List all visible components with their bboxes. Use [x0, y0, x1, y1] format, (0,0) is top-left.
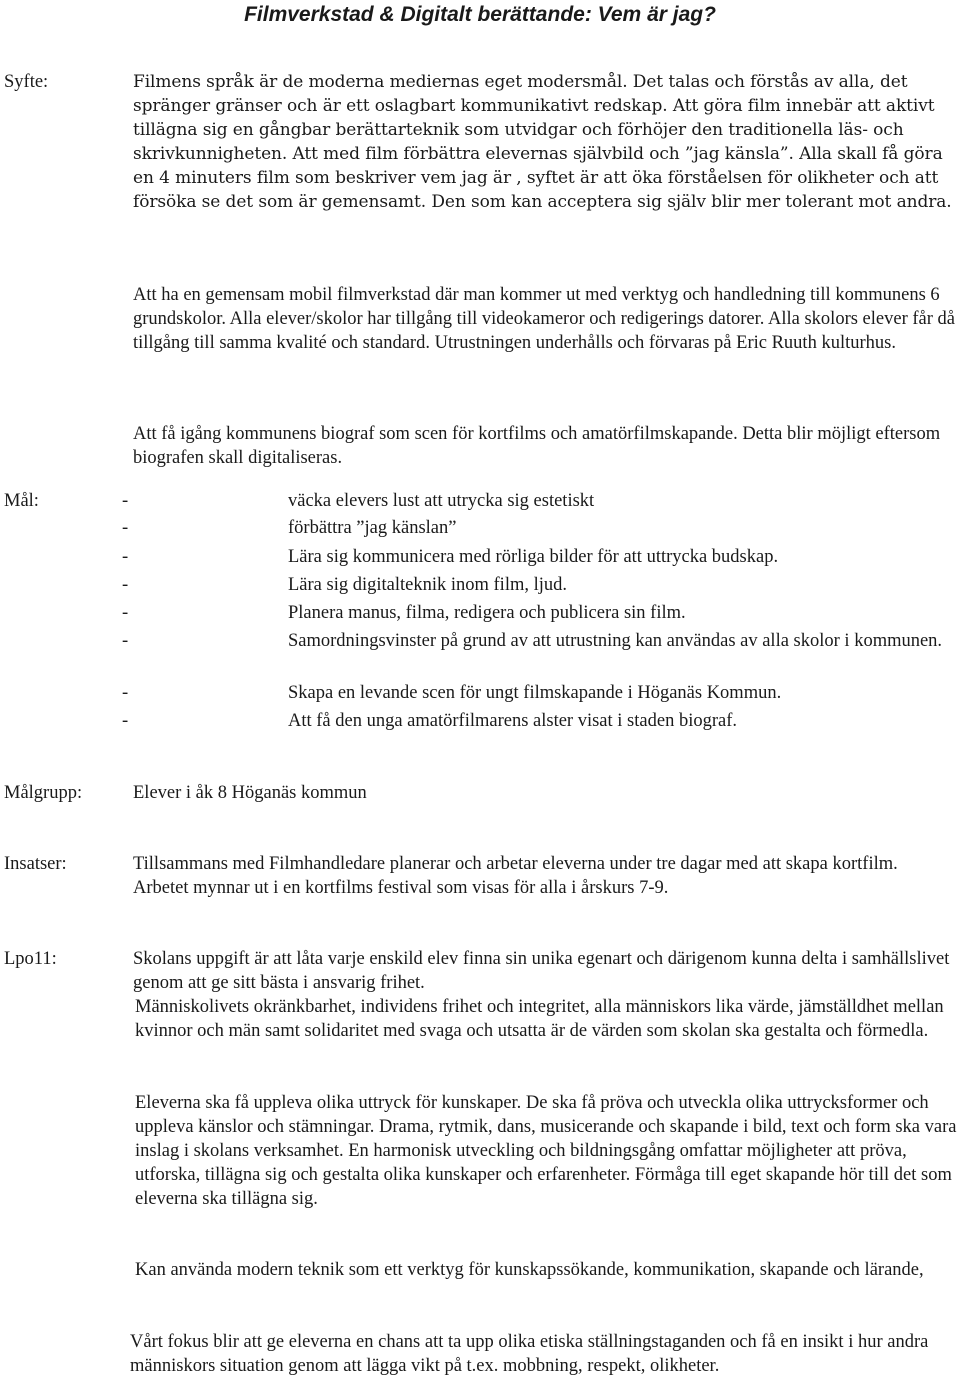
- lpo11-paragraph-4: Vårt fokus blir att ge eleverna en chans att ta upp olika etiska ställningstaganden och få en insikt i hur andra människors situation genom att lägga vikt på t.ex. mobbning, respekt, olikheter.: [130, 1332, 929, 1376]
- lpo11-paragraph-2: Eleverna ska få uppleva olika uttryck för kunskaper. De ska få pröva och utveckla olika uttrycksformer och uppleva känslor och stämningar. Drama, rytmik, dans, musicerande och skapande i bild, text och form ska vara inslag i skolans verksamhet. En harmonisk utveckling och bildningsgång omfattar möjligheter att pröva, utforska, tillägna sig och gestalta olika kunskaper och erfarenheter. Förmåga till eget skapande hör till det som eleverna ska tillägna sig.: [135, 1093, 957, 1209]
- goal-bullet: -: [122, 575, 129, 595]
- section-label-malgrupp: Målgrupp:: [4, 783, 83, 803]
- syfte-paragraph-2: Att ha en gemensam mobil filmverkstad där man kommer ut med verktyg och handledning till kommunens 6 grundskolor. Alla elever/skolor har tillgång till videokameror och redigerings datorer. Alla skolors elever får då tillgång till samma kvalité och standard. Utrustningen underhålls och förvaras på Eric Ruuth kulturhus.: [133, 285, 955, 353]
- syfte-paragraph-1: Filmens språk är de moderna mediernas eget modersmål. Det talas och förstås av alla, det spränger gränser och är ett oslagbart kommunikativt redskap. Att göra film innebär att aktivt tillägna sig en gångbar berättarteknik som utvidgar och förhöjer den traditionella läs- och skrivkunnigheten. Att med film förbättra elevernas självbild och ”jag känsla”. Alla skall få göra en 4 minuters film som beskriver vem jag är , syftet är att öka förståelsen för olikheter och att försöka se det som är gemensamt. Den som kan acceptera sig själv blir mer tolerant mot andra.: [133, 72, 952, 212]
- lpo11-paragraph-3: Kan använda modern teknik som ett verktyg för kunskapssökande, kommunikation, skapande och lärande,: [135, 1260, 924, 1280]
- goal-bullet: -: [122, 547, 129, 567]
- lpo11-paragraph-1a: Skolans uppgift är att låta varje enskild elev finna sin unika egenart och därigenom kunna delta i samhällslivet genom att ge sitt bästa i ansvarig frihet.: [133, 949, 950, 993]
- insatser-text: Tillsammans med Filmhandledare planerar och arbetar eleverna under tre dagar med att skapa kortfilm. Arbetet mynnar ut i en kortfilms festival som visas för alla i årskurs 7-9.: [133, 854, 898, 898]
- malgrupp-text: Elever i åk 8 Höganäs kommun: [133, 783, 367, 803]
- goal-text: Lära sig kommunicera med rörliga bilder för att uttrycka budskap.: [288, 547, 779, 567]
- goal-bullet: -: [122, 491, 129, 511]
- goal-text: Samordningsvinster på grund av att utrustning kan användas av alla skolor i kommunen.: [288, 631, 943, 651]
- section-label-insatser: Insatser:: [4, 854, 67, 874]
- section-label-syfte: Syfte:: [4, 72, 49, 92]
- goal-text: Planera manus, filma, redigera och publicera sin film.: [288, 603, 686, 623]
- lpo11-paragraph-1b: Människolivets okränkbarhet, individens frihet och integritet, alla människors lika värde, jämställdhet mellan kvinnor och män samt solidaritet med svaga och utsatta är de värden som skolan ska gestalta och förmedla.: [135, 997, 944, 1041]
- section-label-mal: Mål:: [4, 491, 39, 511]
- goal-bullet: -: [122, 518, 129, 538]
- goal-bullet: -: [122, 711, 129, 731]
- goal-bullet: -: [122, 683, 129, 703]
- goal-bullet: -: [122, 603, 129, 623]
- goal-bullet: -: [122, 631, 129, 651]
- document-title: Filmverkstad & Digitalt berättande: Vem är jag?: [244, 3, 716, 26]
- goal-text: Lära sig digitalteknik inom film, ljud.: [288, 575, 567, 595]
- syfte-paragraph-3: Att få igång kommunens biograf som scen för kortfilms och amatörfilmskapande. Detta blir möjligt eftersom biografen skall digitaliseras.: [133, 424, 941, 468]
- goal-text: Att få den unga amatörfilmarens alster visat i staden biograf.: [288, 711, 737, 731]
- goal-text: Skapa en levande scen för ungt filmskapande i Höganäs Kommun.: [288, 683, 782, 703]
- section-label-lpo11: Lpo11:: [4, 949, 57, 969]
- goal-text: förbättra ”jag känslan”: [288, 518, 457, 538]
- goal-text: väcka elevers lust att utrycka sig estetiskt: [288, 491, 595, 511]
